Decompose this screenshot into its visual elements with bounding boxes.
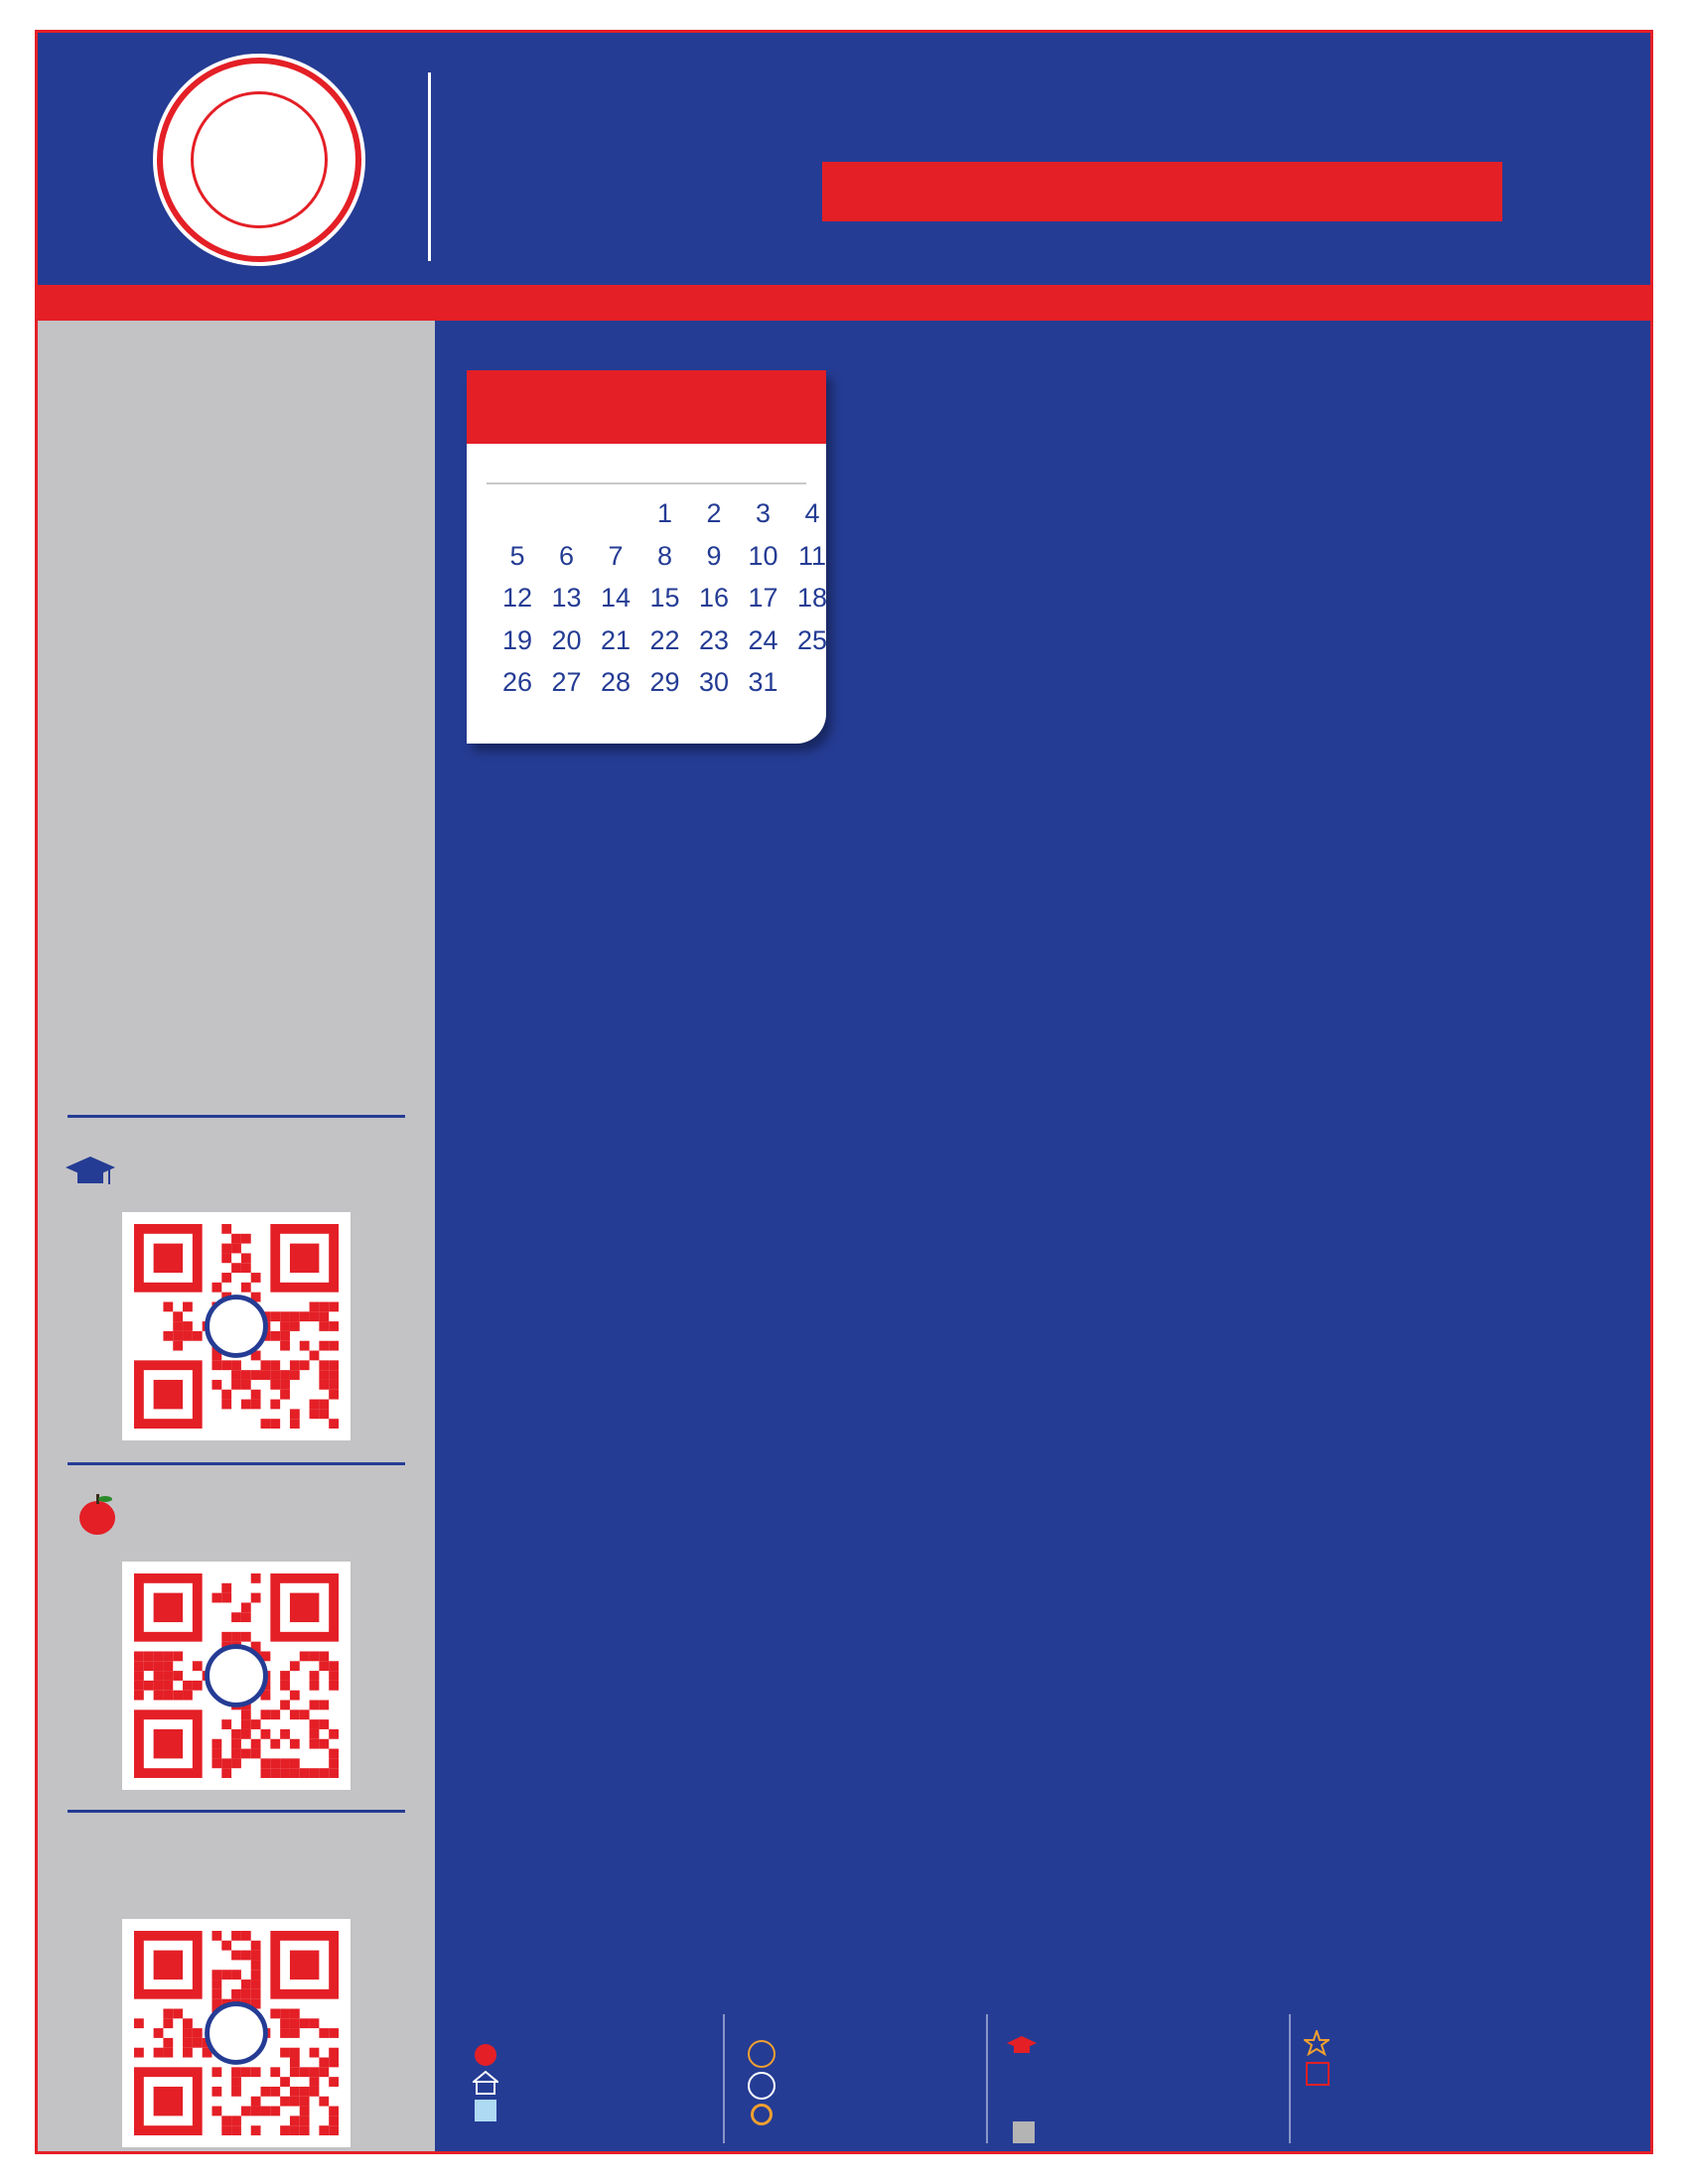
day-number: 28 bbox=[600, 667, 632, 697]
calendar-day bbox=[494, 537, 540, 575]
slogan-logo bbox=[465, 72, 792, 271]
family-banner bbox=[822, 162, 1502, 221]
calendar-day bbox=[741, 663, 786, 701]
calendar-day bbox=[494, 621, 540, 659]
sidebar-rule bbox=[68, 1115, 405, 1118]
calendar-day bbox=[789, 621, 835, 659]
day-number: 29 bbox=[649, 667, 680, 697]
holiday-dot-icon bbox=[475, 2044, 496, 2066]
day-number: 21 bbox=[600, 624, 632, 655]
day-number: 9 bbox=[706, 540, 722, 571]
calendar-day bbox=[691, 663, 737, 701]
graduation-cap-icon bbox=[66, 1155, 115, 1188]
day-number: 15 bbox=[649, 583, 680, 613]
day-number: 8 bbox=[656, 540, 673, 571]
qr-pattern bbox=[134, 1224, 339, 1429]
day-number: 17 bbox=[748, 583, 778, 613]
calendar-page bbox=[35, 30, 1653, 2154]
uil-ring-icon bbox=[751, 2104, 773, 2125]
calendar-day bbox=[691, 579, 737, 616]
month-header bbox=[467, 370, 826, 444]
school-house-icon bbox=[473, 2070, 498, 2096]
weekday-rule bbox=[487, 482, 806, 484]
calendar-day bbox=[741, 537, 786, 575]
calendar-day bbox=[691, 494, 737, 532]
graduation-cap-icon bbox=[1006, 2032, 1038, 2058]
district-seal-logo bbox=[157, 58, 361, 262]
day-number: 27 bbox=[551, 667, 582, 697]
calendar-day bbox=[494, 663, 540, 701]
day-number: 1 bbox=[656, 498, 673, 528]
calendar-day bbox=[789, 537, 835, 575]
calendar-day bbox=[642, 663, 688, 701]
day-number: 11 bbox=[797, 540, 827, 571]
sidebar bbox=[38, 321, 435, 2154]
day-number: 19 bbox=[501, 624, 533, 655]
day-number: 7 bbox=[608, 540, 624, 571]
calendar-day bbox=[789, 579, 835, 616]
progress-report-paw-icon bbox=[748, 2040, 775, 2068]
legend-separator bbox=[723, 2014, 725, 2143]
day-number: 26 bbox=[501, 667, 533, 697]
qr-pattern bbox=[134, 1931, 339, 2135]
calendar-day bbox=[593, 537, 638, 575]
day-number: 6 bbox=[558, 540, 575, 571]
day-number: 20 bbox=[551, 624, 582, 655]
day-number: 4 bbox=[804, 498, 820, 528]
day-number: 3 bbox=[755, 498, 772, 528]
day-number: 22 bbox=[649, 624, 680, 655]
calendar-day bbox=[544, 537, 590, 575]
calendar-day bbox=[741, 494, 786, 532]
header-divider bbox=[428, 72, 431, 261]
calendar-day bbox=[494, 579, 540, 616]
calendar-day bbox=[593, 579, 638, 616]
day-number: 25 bbox=[796, 624, 828, 655]
calendar-day bbox=[642, 621, 688, 659]
day-number: 5 bbox=[509, 540, 525, 571]
sidebar-rule bbox=[68, 1810, 405, 1813]
apple-icon bbox=[77, 1492, 117, 1536]
calendar-day bbox=[691, 621, 737, 659]
calendar-day bbox=[593, 621, 638, 659]
legend bbox=[435, 1992, 1650, 2154]
events-qr-code[interactable] bbox=[122, 1919, 351, 2147]
calendar-day bbox=[741, 579, 786, 616]
senior-qr-code[interactable] bbox=[122, 1212, 351, 1440]
legend-separator bbox=[986, 2014, 988, 2143]
day-number: 16 bbox=[698, 583, 730, 613]
calendar-day bbox=[544, 663, 590, 701]
school-day-swatch bbox=[475, 2100, 496, 2121]
day-number: 24 bbox=[748, 624, 778, 655]
calendar-day bbox=[593, 663, 638, 701]
day-number: 2 bbox=[706, 498, 722, 528]
calendar-day bbox=[789, 494, 835, 532]
month-grid bbox=[435, 321, 1650, 1992]
report-card-paw-icon bbox=[748, 2072, 775, 2100]
day-number: 10 bbox=[748, 540, 778, 571]
qr-pattern bbox=[134, 1573, 339, 1778]
calendar-day bbox=[741, 621, 786, 659]
calendar-day bbox=[691, 537, 737, 575]
calendar-day bbox=[642, 494, 688, 532]
exchange-day-icon bbox=[1306, 2062, 1330, 2086]
calendar-day bbox=[544, 579, 590, 616]
lunch-qr-code[interactable] bbox=[122, 1562, 351, 1790]
legend-separator bbox=[1289, 2014, 1291, 2143]
calendar-day bbox=[642, 579, 688, 616]
summer-swatch bbox=[1013, 2121, 1035, 2143]
adopted-bar bbox=[38, 285, 1650, 321]
seal-inner-ring bbox=[191, 91, 328, 228]
sidebar-rule bbox=[68, 1462, 405, 1465]
month-july bbox=[467, 370, 826, 744]
day-number: 23 bbox=[698, 624, 730, 655]
day-number: 30 bbox=[698, 667, 730, 697]
star-icon bbox=[1304, 2030, 1330, 2056]
day-number: 31 bbox=[748, 667, 778, 697]
day-number: 14 bbox=[600, 583, 632, 613]
calendar-day bbox=[544, 621, 590, 659]
calendar-day bbox=[642, 537, 688, 575]
day-number: 18 bbox=[796, 583, 828, 613]
day-number: 13 bbox=[551, 583, 582, 613]
day-number: 12 bbox=[501, 583, 533, 613]
